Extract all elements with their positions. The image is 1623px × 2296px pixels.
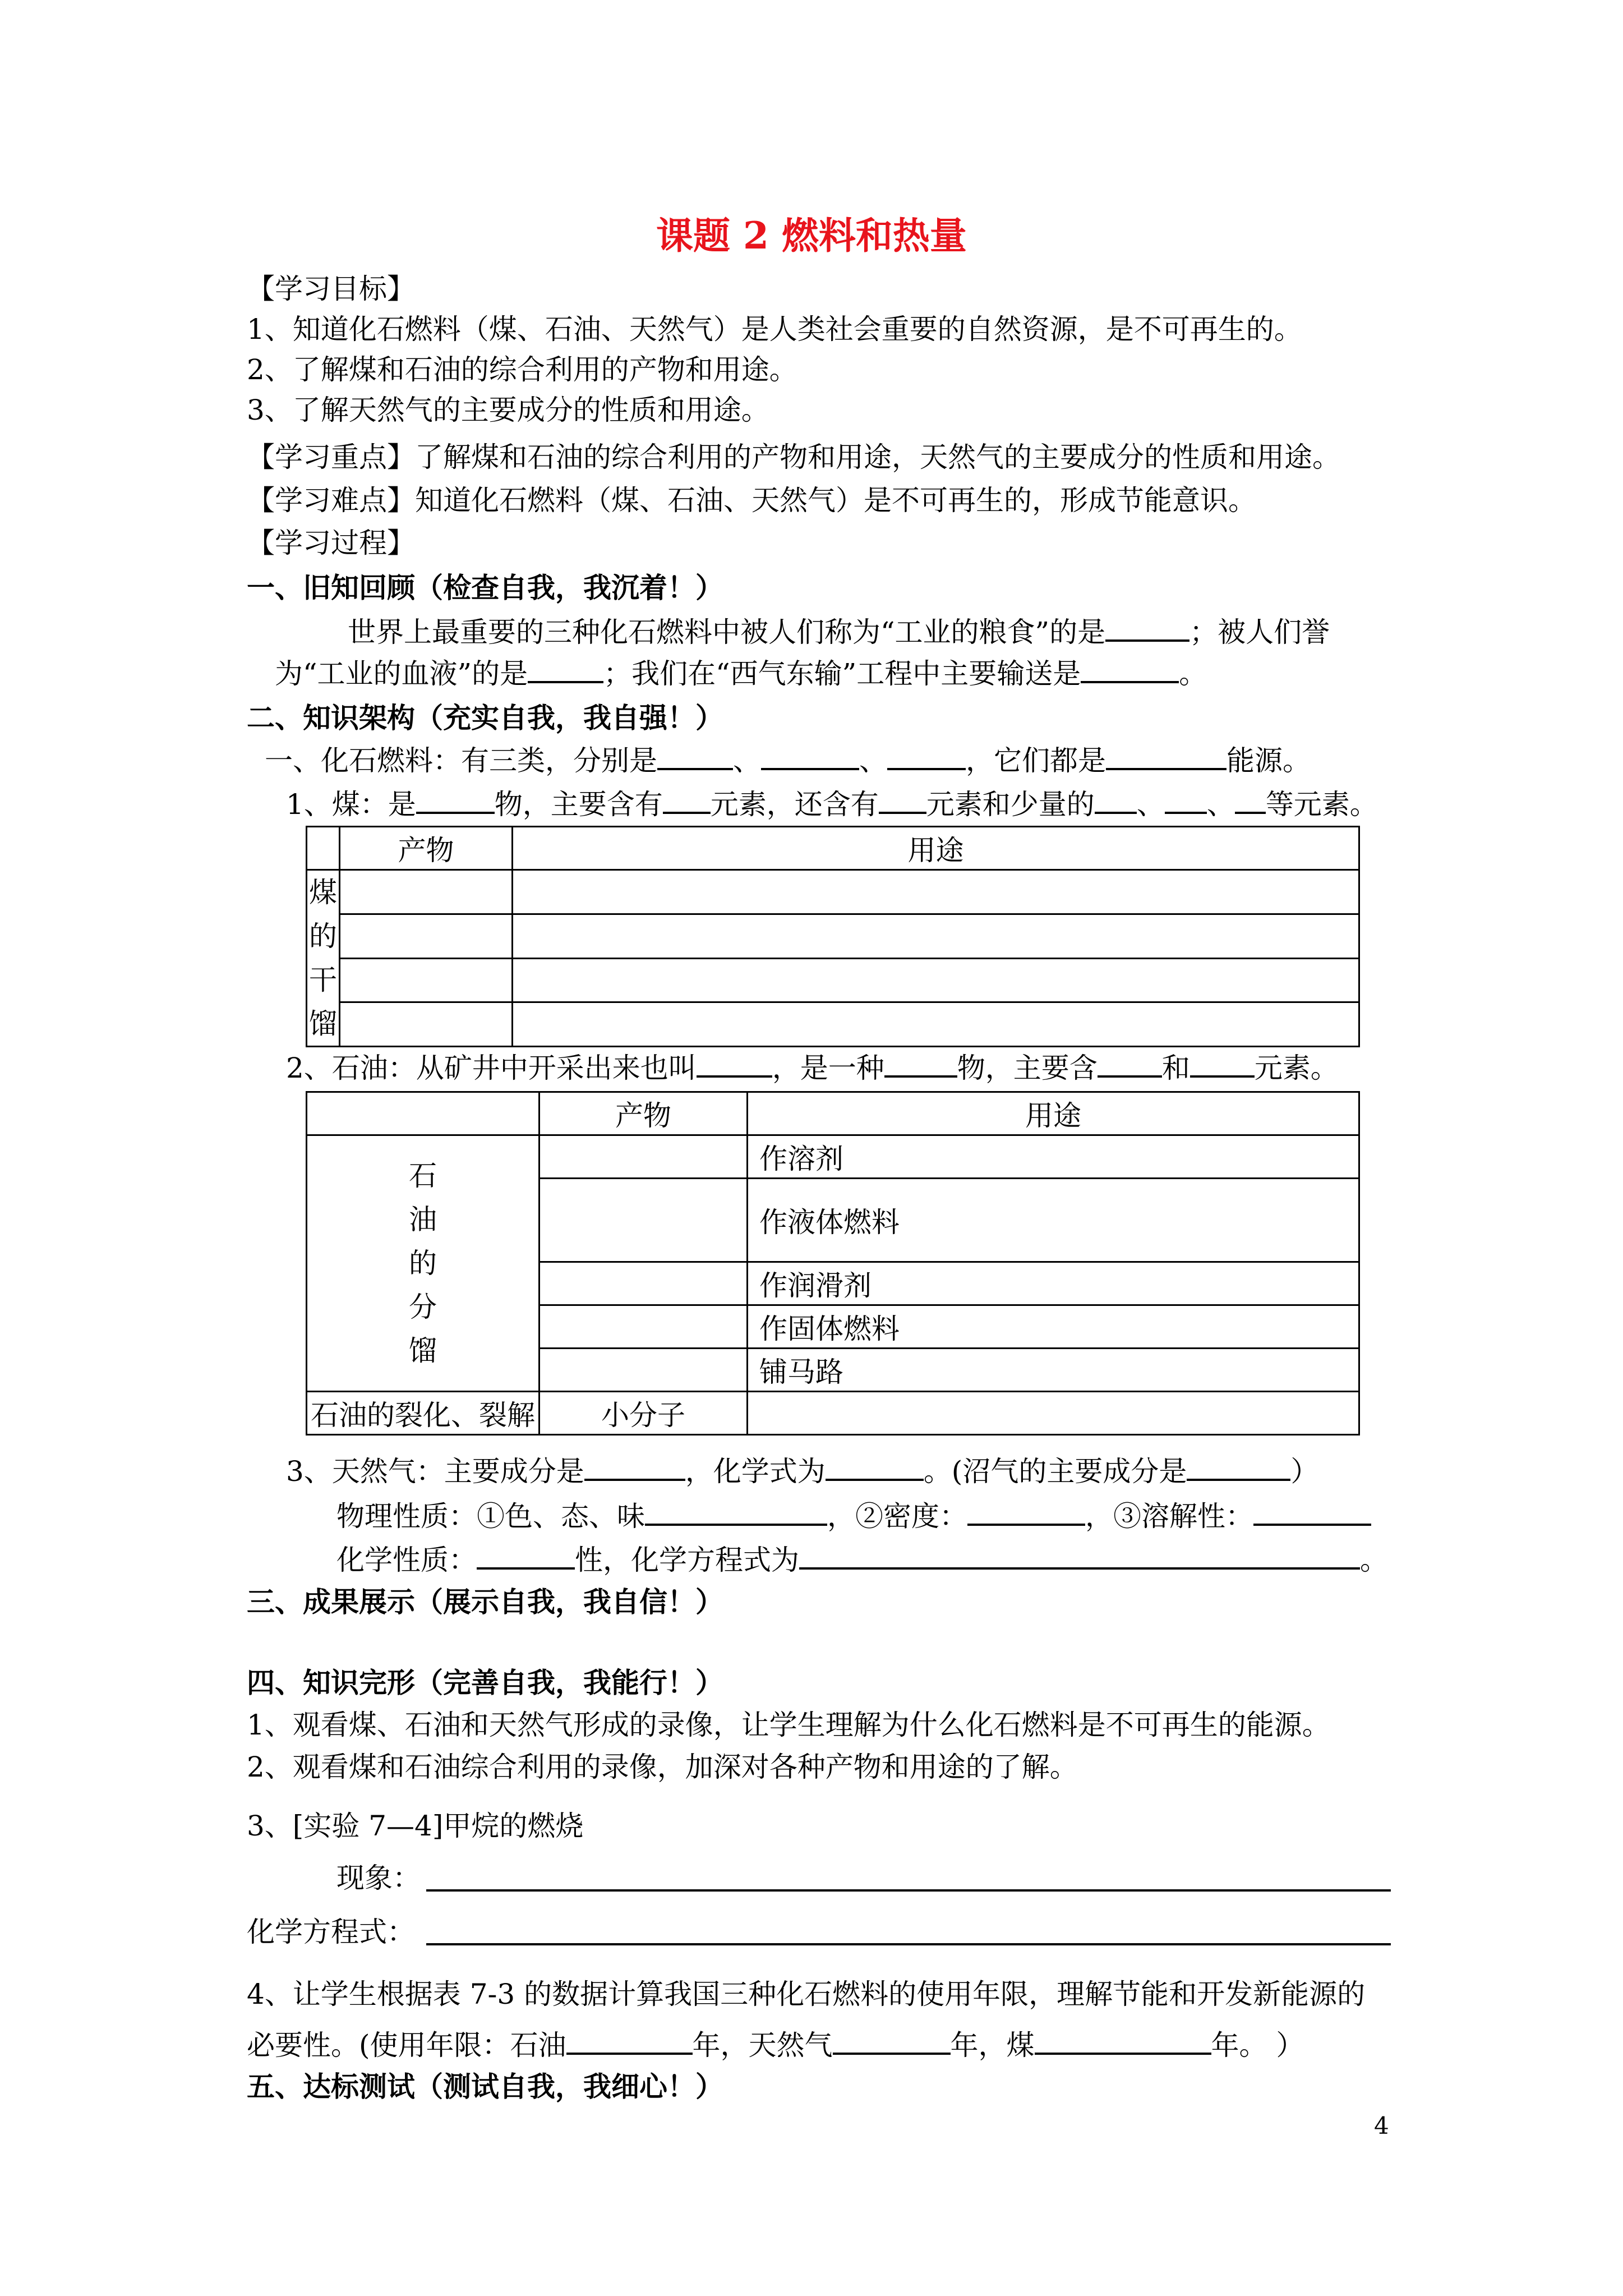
page-title: 课题 2 燃料和热量 xyxy=(656,214,967,257)
chem-text: 化学性质： xyxy=(336,1544,477,1576)
side-char: 馏 xyxy=(309,1007,337,1040)
table-header-product: 产物 xyxy=(340,827,513,870)
product-cell[interactable] xyxy=(540,1135,748,1179)
section-learning-goals: 【学习目标】 xyxy=(247,273,415,305)
answer-blank[interactable] xyxy=(1106,743,1227,770)
chem-text: 。 xyxy=(1360,1544,1388,1576)
section-learning-process: 【学习过程】 xyxy=(247,527,415,559)
product-cell[interactable] xyxy=(540,1349,748,1392)
use-cell[interactable] xyxy=(513,914,1359,958)
fossil-text: 、 xyxy=(733,744,761,777)
difficult-points-label: 【学习难点】 xyxy=(247,484,415,517)
review-text: 世界上最重要的三种化石燃料中被人们称为“工业的粮食”的是 xyxy=(348,616,1106,648)
cracking-product: 小分子 xyxy=(540,1392,748,1435)
review-text: ；被人们誉 xyxy=(1189,616,1330,648)
answer-blank[interactable] xyxy=(566,2028,693,2055)
coal-distillation-table xyxy=(306,826,1360,1047)
goal-item-2: 2、了解煤和石油的综合利用的产物和用途。 xyxy=(247,353,797,386)
side-char: 分 xyxy=(409,1291,437,1323)
completion-item-2: 2、观看煤和石油综合利用的录像，加深对各种产物和用途的了解。 xyxy=(247,1751,1078,1783)
answer-blank[interactable] xyxy=(416,787,495,814)
phenomenon-label: 现象： xyxy=(336,1862,421,1894)
answer-blank[interactable] xyxy=(1235,787,1266,814)
physical-properties-line xyxy=(336,1499,1371,1533)
phys-text: 物理性质：①色、态、味 xyxy=(336,1500,645,1533)
table-header-use: 用途 xyxy=(513,827,1359,870)
side-char: 石 xyxy=(409,1159,437,1192)
usage-years-line xyxy=(247,2028,1304,2062)
answer-blank[interactable] xyxy=(1190,1051,1255,1078)
answer-blank[interactable] xyxy=(663,787,711,814)
coal-text: 等元素。 xyxy=(1265,788,1378,821)
use-cell: 作固体燃料 xyxy=(748,1305,1359,1349)
gas-text: ） xyxy=(1290,1455,1319,1488)
oil-text: 和 xyxy=(1161,1052,1190,1084)
fossil-fuel-line xyxy=(265,743,1311,777)
answer-blank[interactable] xyxy=(833,2028,951,2055)
completion-item-3: 3、[实验 7—4]甲烷的燃烧 xyxy=(247,1810,584,1842)
equation-answer-line[interactable] xyxy=(426,1943,1391,1945)
page-number: 4 xyxy=(1374,2112,1389,2139)
answer-blank[interactable] xyxy=(1095,787,1137,814)
coal-distillation-label xyxy=(307,870,340,1047)
answer-blank[interactable] xyxy=(761,743,859,770)
use-cell[interactable] xyxy=(513,1002,1359,1047)
goal-item-3: 3、了解天然气的主要成分的性质和用途。 xyxy=(247,394,769,426)
answer-blank[interactable] xyxy=(1081,656,1179,683)
answer-blank[interactable] xyxy=(1105,615,1189,642)
answer-blank[interactable] xyxy=(884,1051,957,1078)
answer-blank[interactable] xyxy=(657,743,733,770)
product-cell[interactable] xyxy=(540,1305,748,1349)
answer-blank[interactable] xyxy=(584,1454,685,1481)
cracking-label: 石油的裂化、裂解 xyxy=(307,1392,540,1435)
gas-text: ，化学式为 xyxy=(685,1455,826,1488)
product-cell[interactable] xyxy=(340,958,513,1002)
equation-label: 化学方程式： xyxy=(247,1916,415,1948)
product-cell[interactable] xyxy=(340,914,513,958)
review-line-1 xyxy=(348,615,1330,649)
coal-line xyxy=(286,787,1378,821)
key-points-text: 了解煤和石油的综合利用的产物和用途，天然气的主要成分的性质和用途。 xyxy=(415,441,1340,473)
oil-text: 物，主要含 xyxy=(957,1052,1098,1084)
side-char: 馏 xyxy=(409,1335,437,1367)
goal-item-1: 1、知道化石燃料（煤、石油、天然气）是人类社会重要的自然资源，是不可再生的。 xyxy=(247,313,1302,346)
review-text: 为“工业的血液”的是 xyxy=(275,657,528,690)
product-cell[interactable] xyxy=(340,870,513,914)
petroleum-fractionation-label xyxy=(307,1135,540,1392)
coal-text: 、 xyxy=(1206,788,1235,821)
phys-text: ，③溶解性： xyxy=(1085,1500,1253,1533)
completion-item-4: 4、让学生根据表 7-3 的数据计算我国三种化石燃料的使用年限，理解节能和开发新能源的 xyxy=(247,1978,1366,2010)
answer-blank[interactable] xyxy=(799,1543,1360,1570)
answer-blank[interactable] xyxy=(967,1499,1085,1526)
table-header-product: 产物 xyxy=(540,1092,748,1135)
use-cell: 作润滑剂 xyxy=(748,1262,1359,1305)
gas-text: 3、天然气：主要成分是 xyxy=(286,1455,584,1488)
coal-text: 、 xyxy=(1136,788,1165,821)
coal-text: 1、煤：是 xyxy=(286,788,416,821)
usage-text: 年，煤 xyxy=(950,2029,1035,2062)
answer-blank[interactable] xyxy=(697,1051,772,1078)
side-char: 油 xyxy=(409,1203,437,1236)
use-cell[interactable] xyxy=(513,958,1359,1002)
chem-text: 性，化学方程式为 xyxy=(575,1544,799,1576)
completion-item-1: 1、观看煤、石油和天然气形成的录像，让学生理解为什么化石燃料是不可再生的能源。 xyxy=(247,1709,1330,1741)
review-text: 。 xyxy=(1179,657,1207,690)
heading-review: 一、旧知回顾（检查自我，我沉着！） xyxy=(247,571,723,604)
heading-standard-test: 五、达标测试（测试自我，我细心！） xyxy=(247,2070,723,2103)
answer-blank[interactable] xyxy=(645,1499,827,1526)
table-corner-cell xyxy=(307,1092,540,1135)
usage-text: 年，天然气 xyxy=(692,2029,833,2062)
use-cell: 作溶剂 xyxy=(748,1135,1359,1179)
fossil-text: 、 xyxy=(859,744,887,777)
fossil-text: 能源。 xyxy=(1227,744,1311,777)
usage-text: 年。 ） xyxy=(1211,2029,1304,2062)
side-char: 煤 xyxy=(309,876,337,909)
answer-blank[interactable] xyxy=(1035,2028,1211,2055)
answer-blank[interactable] xyxy=(887,743,966,770)
fossil-text: 一、化石燃料：有三类，分别是 xyxy=(265,744,657,777)
use-cell[interactable] xyxy=(748,1392,1359,1435)
phenomenon-answer-line[interactable] xyxy=(426,1889,1391,1892)
gas-text: 。(沼气的主要成分是 xyxy=(923,1455,1187,1488)
product-cell[interactable] xyxy=(340,1002,513,1047)
phys-text: ，②密度： xyxy=(827,1500,967,1533)
side-char: 的 xyxy=(309,920,337,953)
answer-blank[interactable] xyxy=(1187,1454,1290,1481)
key-points-label: 【学习重点】 xyxy=(247,441,415,473)
heading-completion: 四、知识完形（完善自我，我能行！） xyxy=(247,1666,723,1699)
answer-blank[interactable] xyxy=(1098,1051,1162,1078)
oil-text: 2、石油：从矿井中开采出来也叫 xyxy=(286,1052,697,1084)
petroleum-line xyxy=(286,1051,1339,1085)
coal-text: 元素和少量的 xyxy=(926,788,1095,821)
natural-gas-line xyxy=(286,1454,1318,1488)
use-cell[interactable] xyxy=(513,870,1359,914)
answer-blank[interactable] xyxy=(879,787,926,814)
use-cell: 作液体燃料 xyxy=(748,1179,1359,1262)
side-char: 的 xyxy=(409,1247,437,1280)
fossil-text: ，它们都是 xyxy=(966,744,1106,777)
table-corner-cell xyxy=(307,827,340,870)
review-line-2 xyxy=(275,656,1207,691)
product-cell[interactable] xyxy=(540,1262,748,1305)
answer-blank[interactable] xyxy=(1165,787,1207,814)
review-text: ；我们在“西气东输”工程中主要输送是 xyxy=(603,657,1081,690)
petroleum-fractionation-table xyxy=(306,1091,1360,1435)
key-points xyxy=(247,440,1340,474)
heading-results: 三、成果展示（展示自我，我自信！） xyxy=(247,1585,723,1618)
difficult-points xyxy=(247,484,1256,517)
coal-text: 物，主要含有 xyxy=(494,788,663,821)
heading-framework: 二、知识架构（充实自我，我自强！） xyxy=(247,701,723,734)
product-cell[interactable] xyxy=(540,1179,748,1262)
chemical-properties-line xyxy=(336,1543,1388,1577)
side-char: 干 xyxy=(309,964,337,996)
oil-text: 元素。 xyxy=(1254,1052,1339,1084)
use-cell: 铺马路 xyxy=(748,1349,1359,1392)
answer-blank[interactable] xyxy=(1253,1499,1371,1526)
usage-text: 必要性。(使用年限：石油 xyxy=(247,2029,566,2062)
table-header-use: 用途 xyxy=(748,1092,1359,1135)
answer-blank[interactable] xyxy=(826,1454,924,1481)
oil-text: ，是一种 xyxy=(772,1052,884,1084)
answer-blank[interactable] xyxy=(528,656,603,683)
coal-text: 元素，还含有 xyxy=(710,788,879,821)
difficult-points-text: 知道化石燃料（煤、石油、天然气）是不可再生的，形成节能意识。 xyxy=(415,484,1256,517)
answer-blank[interactable] xyxy=(477,1543,575,1570)
